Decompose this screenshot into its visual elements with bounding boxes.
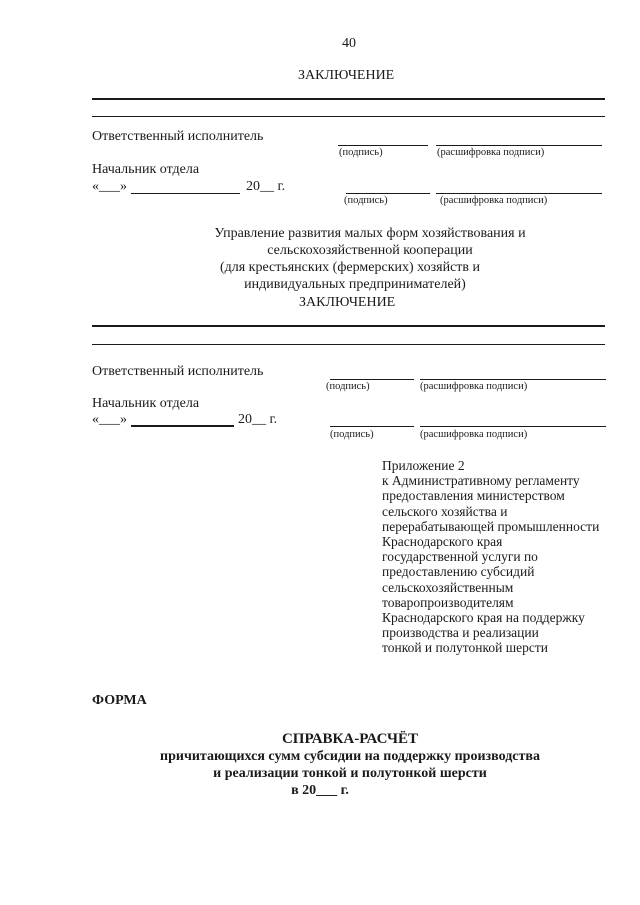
date-month-line [131, 425, 234, 427]
appendix-line: Приложение 2 [382, 458, 465, 473]
decode-caption-4: (расшифровка подписи) [420, 429, 528, 440]
decode-line [420, 426, 606, 427]
appendix-line: Краснодарского края на поддержку [382, 610, 585, 626]
certificate-line-1: причитающихся сумм субсидии на поддержку производства [160, 749, 540, 764]
decode-line [420, 379, 606, 380]
divider-line [92, 98, 605, 100]
divider-line [92, 116, 605, 117]
appendix-line: тонкой и полутонкой шерсти [382, 640, 548, 656]
divider-line [92, 344, 605, 345]
date-quote-2: «___» [92, 412, 127, 427]
appendix-line: сельского хозяйства и [382, 503, 508, 519]
signature-caption-1: (подпись) [339, 147, 383, 158]
appendix-block [382, 458, 622, 656]
appendix-line: Краснодарского края [382, 534, 503, 550]
appendix-line: предоставлению субсидий [382, 564, 535, 580]
org-line: (для крестьянских (фермерских) хозяйств и [219, 260, 481, 275]
executor-label-1: Ответственный исполнитель [92, 129, 264, 144]
date-year-2: 20__ г. [238, 412, 278, 427]
signature-caption-2: (подпись) [344, 195, 388, 206]
certificate-line-3: в 20___ г. [291, 783, 349, 798]
certificate-line-2: и реализации тонкой и полутонкой шерсти [213, 766, 487, 781]
conclusion-title-2: ЗАКЛЮЧЕНИЕ [299, 295, 396, 310]
decode-caption-2: (расшифровка подписи) [440, 195, 548, 206]
org-line: Управление развития малых форм хозяйствования и [214, 226, 526, 241]
date-year-1: 20__ г. [246, 179, 286, 194]
appendix-line: государственной услуги по [382, 549, 538, 565]
decode-caption-3: (расшифровка подписи) [420, 381, 528, 392]
org-line: сельскохозяйственной кооперации [267, 243, 473, 258]
signature-caption-4: (подпись) [330, 429, 374, 440]
head-label-2: Начальник отдела [92, 396, 200, 411]
decode-caption-1: (расшифровка подписи) [437, 147, 545, 158]
signature-caption-3: (подпись) [326, 381, 370, 392]
decode-line [436, 193, 602, 194]
decode-line [436, 145, 602, 146]
divider-line [92, 325, 605, 327]
date-quote-1: «___» [92, 179, 127, 194]
date-month-line [131, 193, 240, 194]
appendix-line: сельскохозяйственным [382, 579, 514, 595]
appendix-line: производства и реализации [382, 625, 539, 641]
appendix-line: товаропроизводителям [382, 594, 514, 610]
head-label-1: Начальник отдела [92, 162, 200, 177]
executor-label-2: Ответственный исполнитель [92, 364, 264, 379]
signature-line [346, 193, 430, 194]
appendix-line: предоставления министерством [382, 488, 565, 504]
signature-line [330, 426, 414, 427]
appendix-line: перерабатывающей промышленности [382, 518, 600, 534]
appendix-line: к Административному регламенту [382, 473, 580, 489]
signature-line [330, 379, 414, 380]
org-line: индивидуальных предпринимателей) [244, 277, 466, 292]
conclusion-title-1: ЗАКЛЮЧЕНИЕ [298, 68, 395, 83]
signature-line [338, 145, 428, 146]
page-number: 40 [342, 36, 356, 51]
certificate-title: СПРАВКА-РАСЧЁТ [281, 731, 419, 747]
form-label: ФОРМА [92, 693, 147, 708]
